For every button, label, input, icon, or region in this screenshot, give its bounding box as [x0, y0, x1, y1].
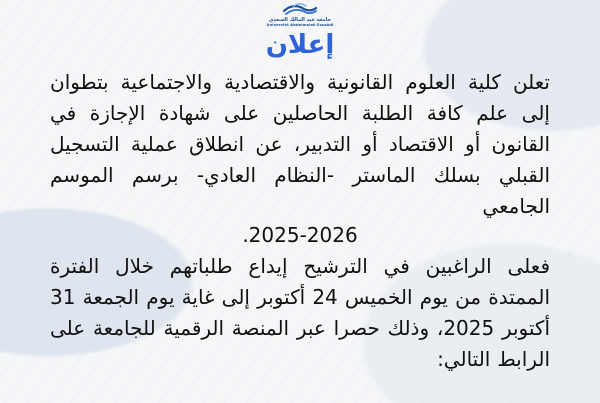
logo-arabic-name: جامعة عبد المالك السعدي — [268, 17, 332, 23]
announcement-paragraph-1: تعلن كلية العلوم القانونية والاقتصادية والاجتماعية بتطوان إلى علم كافة الطلبة الحاصلين على شهادة الإجازة في القانون أو الاقتصاد أو التدبير، عن انطلاق عملية التسجيل القبلي بسلك الماستر -النظام العادي- برسم الموسم الجامعي — [50, 70, 550, 218]
announcement-title: إعلان — [265, 30, 335, 60]
announcement-paragraph-2: فعلى الراغبين في الترشيح إيداع طلباتهم خلال الفترة الممتدة من يوم الخميس 24 أكتوبر إلى غاية يوم الجمعة 31 أكتوبر 2025، وذلك حصرا عبر المنصة الرقمية للجامعة على الرابط التالي: — [50, 254, 551, 371]
university-logo — [0, 0, 600, 32]
academic-season-line: 2025-2026. — [242, 223, 358, 247]
logo-english-name: Université Abdelmalek Essaâdi — [266, 23, 334, 27]
wave-logo-icon — [280, 1, 320, 17]
